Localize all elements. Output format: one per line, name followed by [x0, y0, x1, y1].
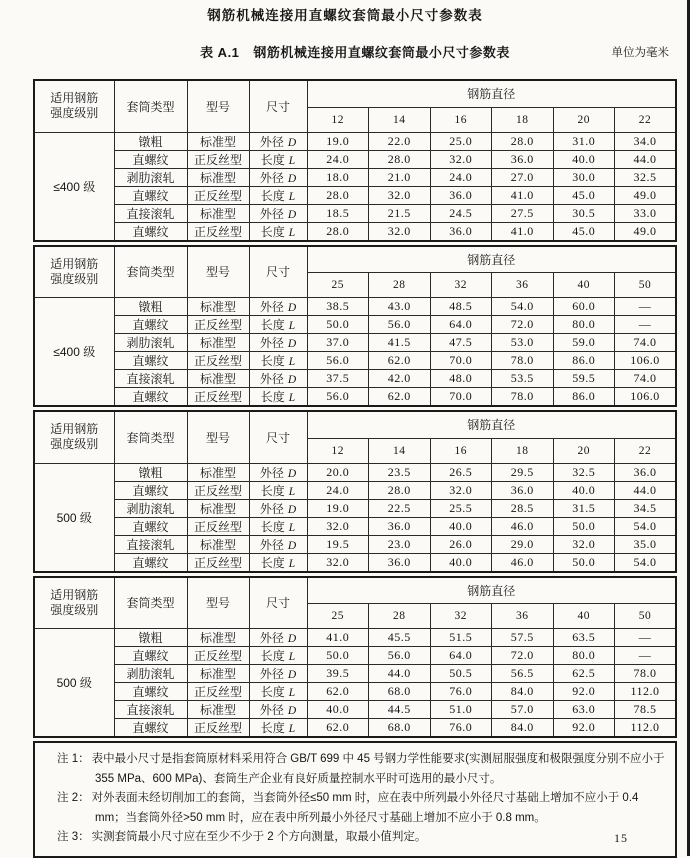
value-cell: 57.0	[492, 701, 554, 719]
sleeve-type-cell: 直螺纹	[114, 150, 187, 168]
page-title: 钢筋机械连接用直螺纹套筒最小尺寸参数表	[207, 8, 483, 23]
value-cell: 39.5	[307, 665, 369, 683]
header-sleeve-type: 套筒类型	[114, 411, 187, 463]
header-strength-level: 适用钢筋 强度级别	[34, 411, 114, 463]
value-cell: 48.0	[430, 370, 492, 388]
value-cell: 41.5	[369, 334, 431, 352]
value-cell: 45.5	[369, 629, 431, 647]
sleeve-type-cell: 剥肋滚轧	[114, 168, 187, 186]
value-cell: 28.0	[369, 481, 431, 499]
value-cell: 36.0	[369, 553, 431, 572]
sleeve-type-cell: 直螺纹	[114, 316, 187, 334]
sleeve-type-cell: 直接滚轧	[114, 204, 187, 222]
note-3	[57, 828, 665, 848]
value-cell: 44.0	[615, 150, 677, 168]
strength-level-cell: ≤400 级	[34, 132, 114, 241]
diameter-value: 22	[615, 438, 677, 463]
model-cell: 正反丝型	[187, 186, 249, 204]
model-cell: 标准型	[187, 701, 249, 719]
page-number: 15	[614, 831, 628, 845]
dimension-cell: 外径 D	[249, 499, 307, 517]
diameter-value: 18	[492, 107, 554, 132]
value-cell: 42.0	[369, 370, 431, 388]
sleeve-type-cell: 直螺纹	[114, 481, 187, 499]
value-cell: —	[615, 629, 677, 647]
dimension-cell: 长度 L	[249, 186, 307, 204]
value-cell: 62.5	[553, 665, 615, 683]
value-cell: 40.0	[430, 553, 492, 572]
value-cell: 76.0	[430, 719, 492, 738]
diameter-value: 20	[553, 438, 615, 463]
value-cell: 21.0	[369, 168, 431, 186]
diameter-value: 32	[430, 604, 492, 629]
value-cell: 26.5	[430, 463, 492, 481]
sleeve-type-cell: 直螺纹	[114, 647, 187, 665]
model-cell: 正反丝型	[187, 316, 249, 334]
diameter-value: 32	[430, 273, 492, 298]
value-cell: 26.0	[430, 535, 492, 553]
value-cell: 49.0	[615, 222, 677, 241]
value-cell: 36.0	[430, 222, 492, 241]
model-cell: 标准型	[187, 499, 249, 517]
diameter-value: 12	[307, 438, 369, 463]
header-size: 尺寸	[249, 577, 307, 629]
value-cell: 19.5	[307, 535, 369, 553]
value-cell: 76.0	[430, 683, 492, 701]
value-cell: 37.0	[307, 334, 369, 352]
dimension-cell: 外径 D	[249, 665, 307, 683]
value-cell: 41.0	[307, 629, 369, 647]
value-cell: 92.0	[553, 683, 615, 701]
value-cell: 24.0	[430, 168, 492, 186]
value-cell: 24.5	[430, 204, 492, 222]
dimension-cell: 外径 D	[249, 204, 307, 222]
value-cell: 54.0	[615, 517, 677, 535]
value-cell: —	[615, 298, 677, 316]
value-cell: 28.0	[307, 222, 369, 241]
note-3-text: 实测套筒最小尺寸应在至少不少于 2 个方向测量，取最小值判定。	[91, 831, 427, 843]
value-cell: 86.0	[553, 388, 615, 407]
header-sleeve-type: 套筒类型	[114, 577, 187, 629]
value-cell: 46.0	[492, 517, 554, 535]
diameter-value: 20	[553, 107, 615, 132]
header-sleeve-type: 套筒类型	[114, 246, 187, 298]
model-cell: 标准型	[187, 665, 249, 683]
diameter-value: 16	[430, 438, 492, 463]
value-cell: 38.5	[307, 298, 369, 316]
diameter-value: 50	[615, 273, 677, 298]
value-cell: 32.5	[553, 463, 615, 481]
value-cell: 41.0	[492, 222, 554, 241]
table-number: 表 A.1	[200, 45, 240, 60]
value-cell: 27.0	[492, 168, 554, 186]
model-cell: 正反丝型	[187, 481, 249, 499]
sleeve-type-cell: 镦粗	[114, 629, 187, 647]
value-cell: 72.0	[492, 316, 554, 334]
value-cell: 25.5	[430, 499, 492, 517]
value-cell: 32.0	[369, 186, 431, 204]
value-cell: 30.5	[553, 204, 615, 222]
sleeve-type-cell: 直螺纹	[114, 517, 187, 535]
header-model: 型号	[187, 577, 249, 629]
diameter-value: 28	[369, 273, 431, 298]
value-cell: 112.0	[615, 683, 677, 701]
note-2	[57, 789, 665, 828]
model-cell: 标准型	[187, 168, 249, 186]
value-cell: 31.5	[553, 499, 615, 517]
sleeve-type-cell: 剥肋滚轧	[114, 334, 187, 352]
dimension-cell: 外径 D	[249, 370, 307, 388]
sleeve-type-cell: 直接滚轧	[114, 535, 187, 553]
value-cell: 62.0	[369, 352, 431, 370]
value-cell: 57.5	[492, 629, 554, 647]
sleeve-type-cell: 镦粗	[114, 463, 187, 481]
value-cell: 80.0	[553, 316, 615, 334]
header-rebar-diameter: 钢筋直径	[307, 411, 676, 438]
model-cell: 正反丝型	[187, 553, 249, 572]
model-cell: 标准型	[187, 463, 249, 481]
value-cell: 28.0	[307, 186, 369, 204]
value-cell: 46.0	[492, 553, 554, 572]
model-cell: 正反丝型	[187, 719, 249, 738]
value-cell: 62.0	[369, 388, 431, 407]
value-cell: 32.0	[430, 150, 492, 168]
value-cell: 35.0	[615, 535, 677, 553]
note-2-label: 注 2：	[57, 792, 90, 804]
value-cell: 64.0	[430, 316, 492, 334]
header-size: 尺寸	[249, 411, 307, 463]
value-cell: 34.5	[615, 499, 677, 517]
model-cell: 标准型	[187, 298, 249, 316]
diameter-value: 25	[307, 273, 369, 298]
dimension-cell: 外径 D	[249, 629, 307, 647]
value-cell: 43.0	[369, 298, 431, 316]
sleeve-type-cell: 直接滚轧	[114, 370, 187, 388]
value-cell: 32.0	[369, 222, 431, 241]
sleeve-type-cell: 直螺纹	[114, 352, 187, 370]
table-caption-row	[33, 42, 677, 60]
model-cell: 标准型	[187, 334, 249, 352]
value-cell: 59.5	[553, 370, 615, 388]
section-table-4	[33, 576, 677, 739]
value-cell: 56.0	[369, 647, 431, 665]
value-cell: 54.0	[615, 553, 677, 572]
value-cell: 36.0	[492, 150, 554, 168]
model-cell: 正反丝型	[187, 352, 249, 370]
value-cell: 50.0	[553, 553, 615, 572]
value-cell: 23.0	[369, 535, 431, 553]
value-cell: 68.0	[369, 683, 431, 701]
header-rebar-diameter: 钢筋直径	[307, 246, 676, 273]
value-cell: 25.0	[430, 132, 492, 150]
value-cell: 40.0	[553, 150, 615, 168]
section-table-3	[33, 410, 677, 573]
value-cell: 78.0	[492, 352, 554, 370]
value-cell: 106.0	[615, 352, 677, 370]
sleeve-type-cell: 直接滚轧	[114, 701, 187, 719]
value-cell: —	[615, 316, 677, 334]
header-sleeve-type: 套筒类型	[114, 80, 187, 132]
model-cell: 正反丝型	[187, 150, 249, 168]
dimension-cell: 长度 L	[249, 553, 307, 572]
strength-level-cell: 500 级	[34, 629, 114, 738]
value-cell: 63.0	[553, 701, 615, 719]
value-cell: 36.0	[430, 186, 492, 204]
header-model: 型号	[187, 246, 249, 298]
value-cell: 84.0	[492, 719, 554, 738]
notes-box	[33, 741, 677, 858]
value-cell: 41.0	[492, 186, 554, 204]
header-rebar-diameter: 钢筋直径	[307, 80, 676, 107]
diameter-value: 40	[553, 273, 615, 298]
value-cell: 70.0	[430, 352, 492, 370]
value-cell: 36.0	[615, 463, 677, 481]
value-cell: 74.0	[615, 334, 677, 352]
dimension-cell: 长度 L	[249, 683, 307, 701]
sleeve-type-cell: 直螺纹	[114, 719, 187, 738]
strength-level-cell: 500 级	[34, 463, 114, 572]
header-size: 尺寸	[249, 80, 307, 132]
dimension-cell: 外径 D	[249, 535, 307, 553]
sleeve-type-cell: 直螺纹	[114, 553, 187, 572]
value-cell: 28.5	[492, 499, 554, 517]
dimension-cell: 长度 L	[249, 388, 307, 407]
header-model: 型号	[187, 411, 249, 463]
diameter-value: 14	[369, 438, 431, 463]
value-cell: 56.0	[369, 316, 431, 334]
sleeve-type-cell: 剥肋滚轧	[114, 665, 187, 683]
value-cell: 32.0	[553, 535, 615, 553]
value-cell: 34.0	[615, 132, 677, 150]
strength-level-cell: ≤400 级	[34, 298, 114, 407]
note-1-text: 表中最小尺寸是指套筒原材料采用符合 GB/T 699 中 45 号钢力学性能要求(实测屈服强度和极限强度分别不应小于 355 MPa、600 MPa)、套筒生产企业有良好质量控制水平时可选用的最小尺寸。	[91, 753, 665, 785]
sleeve-type-cell: 直螺纹	[114, 186, 187, 204]
model-cell: 标准型	[187, 535, 249, 553]
header-size: 尺寸	[249, 246, 307, 298]
diameter-value: 22	[615, 107, 677, 132]
diameter-value: 36	[492, 273, 554, 298]
dimension-cell: 外径 D	[249, 168, 307, 186]
value-cell: 63.5	[553, 629, 615, 647]
value-cell: 70.0	[430, 388, 492, 407]
value-cell: 36.0	[492, 481, 554, 499]
dimension-cell: 长度 L	[249, 517, 307, 535]
dimension-cell: 长度 L	[249, 316, 307, 334]
value-cell: 40.0	[430, 517, 492, 535]
dimension-cell: 外径 D	[249, 334, 307, 352]
value-cell: 51.0	[430, 701, 492, 719]
value-cell: 86.0	[553, 352, 615, 370]
value-cell: 22.0	[369, 132, 431, 150]
value-cell: 22.5	[369, 499, 431, 517]
value-cell: 50.5	[430, 665, 492, 683]
model-cell: 正反丝型	[187, 517, 249, 535]
sleeve-type-cell: 剥肋滚轧	[114, 499, 187, 517]
value-cell: 45.0	[553, 222, 615, 241]
sleeve-type-cell: 镦粗	[114, 132, 187, 150]
value-cell: 78.0	[492, 388, 554, 407]
dimension-cell: 外径 D	[249, 463, 307, 481]
value-cell: 49.0	[615, 186, 677, 204]
value-cell: 18.5	[307, 204, 369, 222]
dimension-cell: 长度 L	[249, 719, 307, 738]
value-cell: 28.0	[492, 132, 554, 150]
diameter-value: 36	[492, 604, 554, 629]
dimension-cell: 长度 L	[249, 352, 307, 370]
value-cell: 84.0	[492, 683, 554, 701]
note-2-text: 对外表面未经切削加工的套筒，当套筒外径≤50 mm 时，应在表中所列最小外径尺寸基础上增加不应小于 0.4 mm；当套筒外径>50 mm 时，应在表中所列最小外径尺寸基础上增加不应小于 0.8 mm。	[91, 792, 639, 824]
value-cell: 33.0	[615, 204, 677, 222]
value-cell: 24.0	[307, 481, 369, 499]
diameter-value: 16	[430, 107, 492, 132]
header-strength-level: 适用钢筋 强度级别	[34, 80, 114, 132]
table-caption-text: 钢筋机械连接用直螺纹套筒最小尺寸参数表	[253, 45, 510, 60]
value-cell: 44.5	[369, 701, 431, 719]
value-cell: 32.0	[307, 553, 369, 572]
value-cell: 44.0	[615, 481, 677, 499]
dimension-cell: 长度 L	[249, 481, 307, 499]
value-cell: 56.5	[492, 665, 554, 683]
note-1	[57, 750, 665, 789]
value-cell: 40.0	[553, 481, 615, 499]
model-cell: 标准型	[187, 132, 249, 150]
value-cell: 54.0	[492, 298, 554, 316]
value-cell: 56.0	[307, 352, 369, 370]
model-cell: 正反丝型	[187, 683, 249, 701]
value-cell: 62.0	[307, 683, 369, 701]
value-cell: 31.0	[553, 132, 615, 150]
section-table-1	[33, 79, 677, 242]
value-cell: 18.0	[307, 168, 369, 186]
table-caption	[33, 42, 677, 61]
value-cell: 60.0	[553, 298, 615, 316]
value-cell: 106.0	[615, 388, 677, 407]
value-cell: 112.0	[615, 719, 677, 738]
value-cell: 78.0	[615, 665, 677, 683]
value-cell: 78.5	[615, 701, 677, 719]
value-cell: 48.5	[430, 298, 492, 316]
value-cell: 53.0	[492, 334, 554, 352]
value-cell: 32.5	[615, 168, 677, 186]
value-cell: 29.5	[492, 463, 554, 481]
value-cell: 37.5	[307, 370, 369, 388]
dimension-cell: 长度 L	[249, 150, 307, 168]
dimension-cell: 外径 D	[249, 298, 307, 316]
value-cell: 50.0	[307, 647, 369, 665]
value-cell: 29.0	[492, 535, 554, 553]
header-strength-level: 适用钢筋 强度级别	[34, 577, 114, 629]
value-cell: 56.0	[307, 388, 369, 407]
model-cell: 标准型	[187, 370, 249, 388]
value-cell: 74.0	[615, 370, 677, 388]
diameter-value: 40	[553, 604, 615, 629]
value-cell: 36.0	[369, 517, 431, 535]
unit-label: 单位为毫米	[611, 47, 669, 59]
value-cell: 20.0	[307, 463, 369, 481]
value-cell: 68.0	[369, 719, 431, 738]
diameter-value: 28	[369, 604, 431, 629]
model-cell: 正反丝型	[187, 388, 249, 407]
value-cell: 45.0	[553, 186, 615, 204]
header-rebar-diameter: 钢筋直径	[307, 577, 676, 604]
value-cell: 32.0	[307, 517, 369, 535]
value-cell: 24.0	[307, 150, 369, 168]
sleeve-type-cell: 直螺纹	[114, 683, 187, 701]
value-cell: 80.0	[553, 647, 615, 665]
sleeve-type-cell: 直螺纹	[114, 388, 187, 407]
section-table-2	[33, 245, 677, 408]
value-cell: —	[615, 647, 677, 665]
note-3-label: 注 3：	[57, 831, 90, 843]
dimension-cell: 长度 L	[249, 647, 307, 665]
value-cell: 19.0	[307, 132, 369, 150]
value-cell: 27.5	[492, 204, 554, 222]
value-cell: 64.0	[430, 647, 492, 665]
model-cell: 标准型	[187, 204, 249, 222]
diameter-value: 25	[307, 604, 369, 629]
diameter-value: 14	[369, 107, 431, 132]
sleeve-type-cell: 镦粗	[114, 298, 187, 316]
value-cell: 19.0	[307, 499, 369, 517]
value-cell: 28.0	[369, 150, 431, 168]
value-cell: 30.0	[553, 168, 615, 186]
dimension-cell: 外径 D	[249, 701, 307, 719]
value-cell: 50.0	[553, 517, 615, 535]
value-cell: 40.0	[307, 701, 369, 719]
value-cell: 32.0	[430, 481, 492, 499]
value-cell: 59.0	[553, 334, 615, 352]
dimension-cell: 长度 L	[249, 222, 307, 241]
model-cell: 正反丝型	[187, 647, 249, 665]
model-cell: 正反丝型	[187, 222, 249, 241]
value-cell: 53.5	[492, 370, 554, 388]
diameter-value: 12	[307, 107, 369, 132]
parameter-table	[33, 79, 677, 858]
header-strength-level: 适用钢筋 强度级别	[34, 246, 114, 298]
value-cell: 92.0	[553, 719, 615, 738]
value-cell: 21.5	[369, 204, 431, 222]
value-cell: 23.5	[369, 463, 431, 481]
value-cell: 62.0	[307, 719, 369, 738]
value-cell: 44.0	[369, 665, 431, 683]
value-cell: 51.5	[430, 629, 492, 647]
dimension-cell: 外径 D	[249, 132, 307, 150]
value-cell: 50.0	[307, 316, 369, 334]
header-model: 型号	[187, 80, 249, 132]
diameter-value: 50	[615, 604, 677, 629]
value-cell: 47.5	[430, 334, 492, 352]
diameter-value: 18	[492, 438, 554, 463]
note-1-label: 注 1：	[57, 753, 90, 765]
value-cell: 72.0	[492, 647, 554, 665]
model-cell: 标准型	[187, 629, 249, 647]
sleeve-type-cell: 直螺纹	[114, 222, 187, 241]
